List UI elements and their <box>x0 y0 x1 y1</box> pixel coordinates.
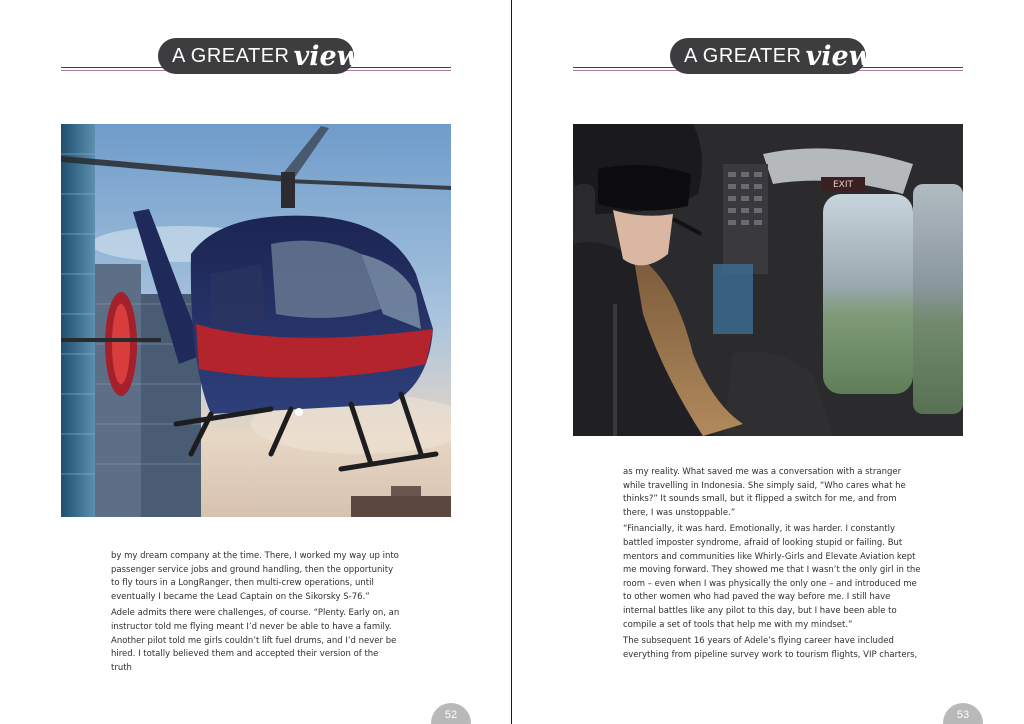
paragraph: by my dream company at the time. There, I worked my way up into passenger service jobs and ground handling, then the opportunity to fly tours in a LongRanger, then multi-crew operations, until eventually I became the Lead Captain on the Sikorsky S-76.” <box>111 551 399 602</box>
body-text-right <box>623 466 923 665</box>
paragraph: The subsequent 16 years of Adele’s flying career have included everything from pipeline survey work to tourism flights, VIP charters, <box>623 636 918 660</box>
section-header <box>512 38 1024 74</box>
section-header <box>0 38 511 74</box>
page-number: 52 <box>431 703 471 724</box>
section-title-emphasis: view <box>805 40 872 72</box>
right-page <box>512 0 1024 724</box>
page-number: 53 <box>943 703 983 724</box>
section-title-pill <box>670 38 872 74</box>
body-text-left <box>111 550 401 678</box>
paragraph: “Financially, it was hard. Emotionally, it was harder. I constantly battled imposter syndrome, afraid of looking stupid or failing. But mentors and communities like Whirly-Girls and Elevate Aviation kept me moving forward. They showed me that I wasn’t the only girl in the room – even when I was physically the only one – and introduced me to other women who had paved the way before me. I still have internal battles like any pilot to this day, but I have been able to compile a set of tools that help me with my mindset.” <box>623 524 921 630</box>
left-page <box>0 0 511 724</box>
cockpit-pilot-photo <box>573 124 963 436</box>
section-title-prefix: A GREATER <box>172 44 290 67</box>
section-title-pill <box>158 38 360 74</box>
section-title-emphasis: view <box>293 40 360 72</box>
section-title-prefix: A GREATER <box>684 44 802 67</box>
paragraph: Adele admits there were challenges, of course. “Plenty. Early on, an instructor told me flying meant I’d never be able to have a family. Another pilot told me girls couldn’t lift fuel drums, and I’d never be hired. I totally believed them and accepted their version of the truth <box>111 608 400 673</box>
paragraph: as my reality. What saved me was a conversation with a stranger while travelling in Indonesia. She simply said, “Who cares what he thinks?” It sounds small, but it flipped a switch for me, and from there, I was unstoppable.” <box>623 467 906 518</box>
exit-sign: EXIT <box>832 180 854 190</box>
helicopter-photo <box>61 124 451 517</box>
